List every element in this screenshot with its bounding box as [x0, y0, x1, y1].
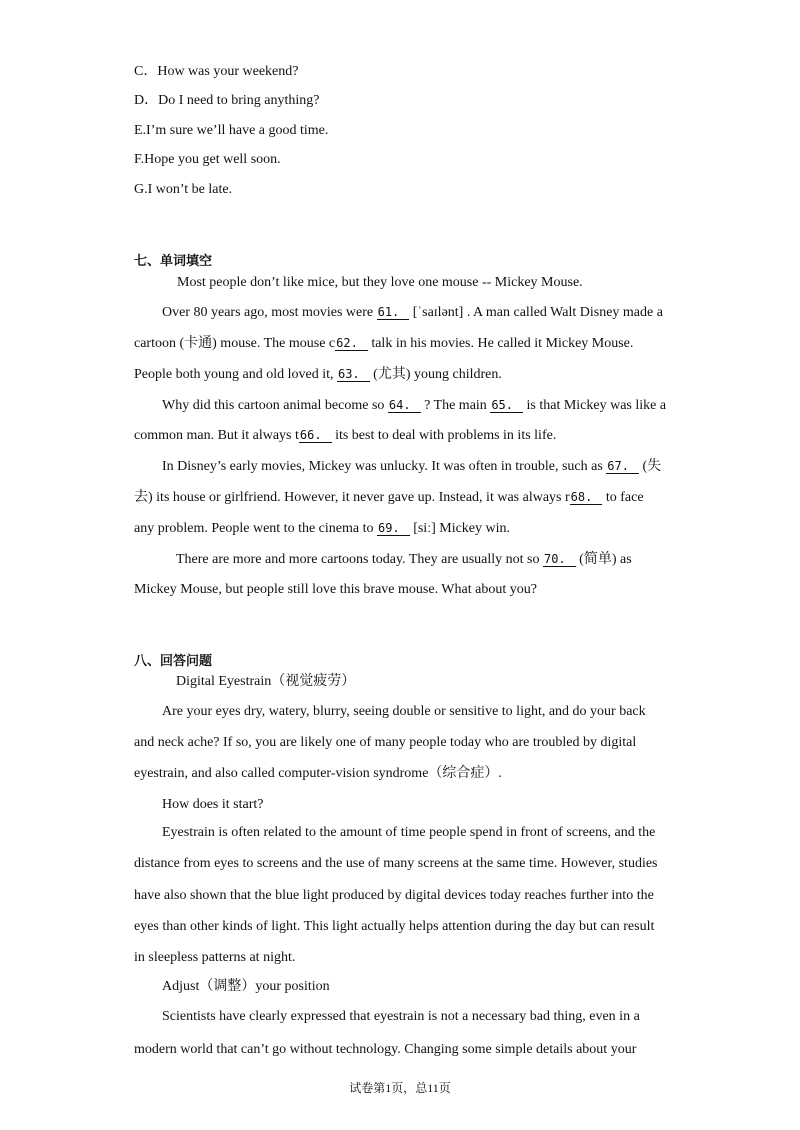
article-line: and neck ache? If so, you are likely one of many people today who are troubled by digital [134, 735, 637, 750]
article-line: in sleepless patterns at night. [134, 950, 296, 965]
passage-text: ? The main [420, 398, 491, 413]
passage-text: any problem. People went to the cinema to [134, 521, 377, 536]
article-line: Eyestrain is often related to the amount of time people spend in front of screens, and the [162, 825, 656, 840]
passage-text: Over 80 years ago, most movies were [162, 305, 377, 320]
article-line: modern world that can’t go without technology. Changing some simple details about your [134, 1042, 637, 1057]
blank-62[interactable]: 62. [335, 336, 368, 351]
passage-line [162, 303, 663, 323]
passage-line [162, 396, 666, 416]
article-subheading: How does it start? [162, 797, 264, 812]
article-line: Scientists have clearly expressed that eyestrain is not a necessary bad thing, even in a [162, 1009, 640, 1024]
article-line: distance from eyes to screens and the use of many screens at the same time. However, studies [134, 856, 658, 871]
passage-text: to face [602, 490, 644, 505]
option-e: E.I’m sure we’ll have a good time. [134, 123, 329, 138]
passage-text: [ˈsaɪlənt] . A man called Walt Disney made a [409, 305, 663, 320]
passage-text: (简单) as [575, 552, 632, 567]
passage-text: (尤其) young children. [369, 367, 502, 382]
option-c: C．How was your weekend? [134, 64, 299, 79]
passage-text: Why did this cartoon animal become so [162, 398, 388, 413]
passage-line [134, 426, 556, 446]
passage-text: In Disney’s early movies, Mickey was unlucky. It was often in trouble, such as [162, 459, 607, 474]
article-subheading: Adjust（调整）your position [162, 979, 330, 994]
passage-text: cartoon (卡通) mouse. The mouse c [134, 336, 336, 351]
passage-line: Mickey Mouse, but people still love this brave mouse. What about you? [134, 582, 537, 597]
passage-text: There are more and more cartoons today. They are usually not so [176, 552, 543, 567]
passage-text: its best to deal with problems in its life. [331, 428, 557, 443]
passage-text: [siː] Mickey win. [409, 521, 511, 536]
passage-line: Most people don’t like mice, but they love one mouse -- Mickey Mouse. [177, 275, 583, 290]
passage-line [134, 334, 633, 354]
passage-line [134, 488, 644, 508]
passage-text: People both young and old loved it, [134, 367, 337, 382]
passage-line [134, 519, 510, 539]
section-7-title: 七、单词填空 [134, 254, 213, 269]
option-f: F.Hope you get well soon. [134, 152, 281, 167]
article-line: have also shown that the blue light produced by digital devices today reaches further into the [134, 888, 654, 903]
article-line: Are your eyes dry, watery, blurry, seeing double or sensitive to light, and do your back [162, 704, 646, 719]
blank-66[interactable]: 66. [299, 428, 332, 443]
article-line: eyestrain, and also called computer-vision syndrome（综合症）. [134, 766, 502, 781]
article-heading: Digital Eyestrain（视觉疲劳） [176, 674, 356, 689]
passage-line [134, 365, 502, 385]
page-footer: 试卷第1页，总11页 [349, 1081, 451, 1095]
blank-68[interactable]: 68. [570, 490, 603, 505]
article-line: eyes than other kinds of light. This light actually helps attention during the day but can result [134, 919, 655, 934]
blank-69[interactable]: 69. [377, 521, 410, 536]
passage-line [162, 457, 661, 477]
blank-67[interactable]: 67. [606, 459, 639, 474]
passage-text: common man. But it always t [134, 428, 299, 443]
passage-text: 去) its house or girlfriend. However, it never gave up. Instead, it was always r [134, 490, 570, 505]
blank-63[interactable]: 63. [337, 367, 370, 382]
passage-text: talk in his movies. He called it Mickey Mouse. [367, 336, 634, 351]
section-8-title: 八、回答问题 [134, 654, 213, 669]
passage-text: is that Mickey was like a [523, 398, 667, 413]
passage-line [176, 550, 632, 570]
blank-70[interactable]: 70. [543, 552, 576, 567]
blank-65[interactable]: 65. [490, 398, 523, 413]
option-g: G.I won’t be late. [134, 182, 233, 197]
blank-61[interactable]: 61. [377, 305, 410, 320]
blank-64[interactable]: 64. [388, 398, 421, 413]
passage-text: (失 [638, 459, 662, 474]
option-d: D．Do I need to bring anything? [134, 93, 320, 108]
